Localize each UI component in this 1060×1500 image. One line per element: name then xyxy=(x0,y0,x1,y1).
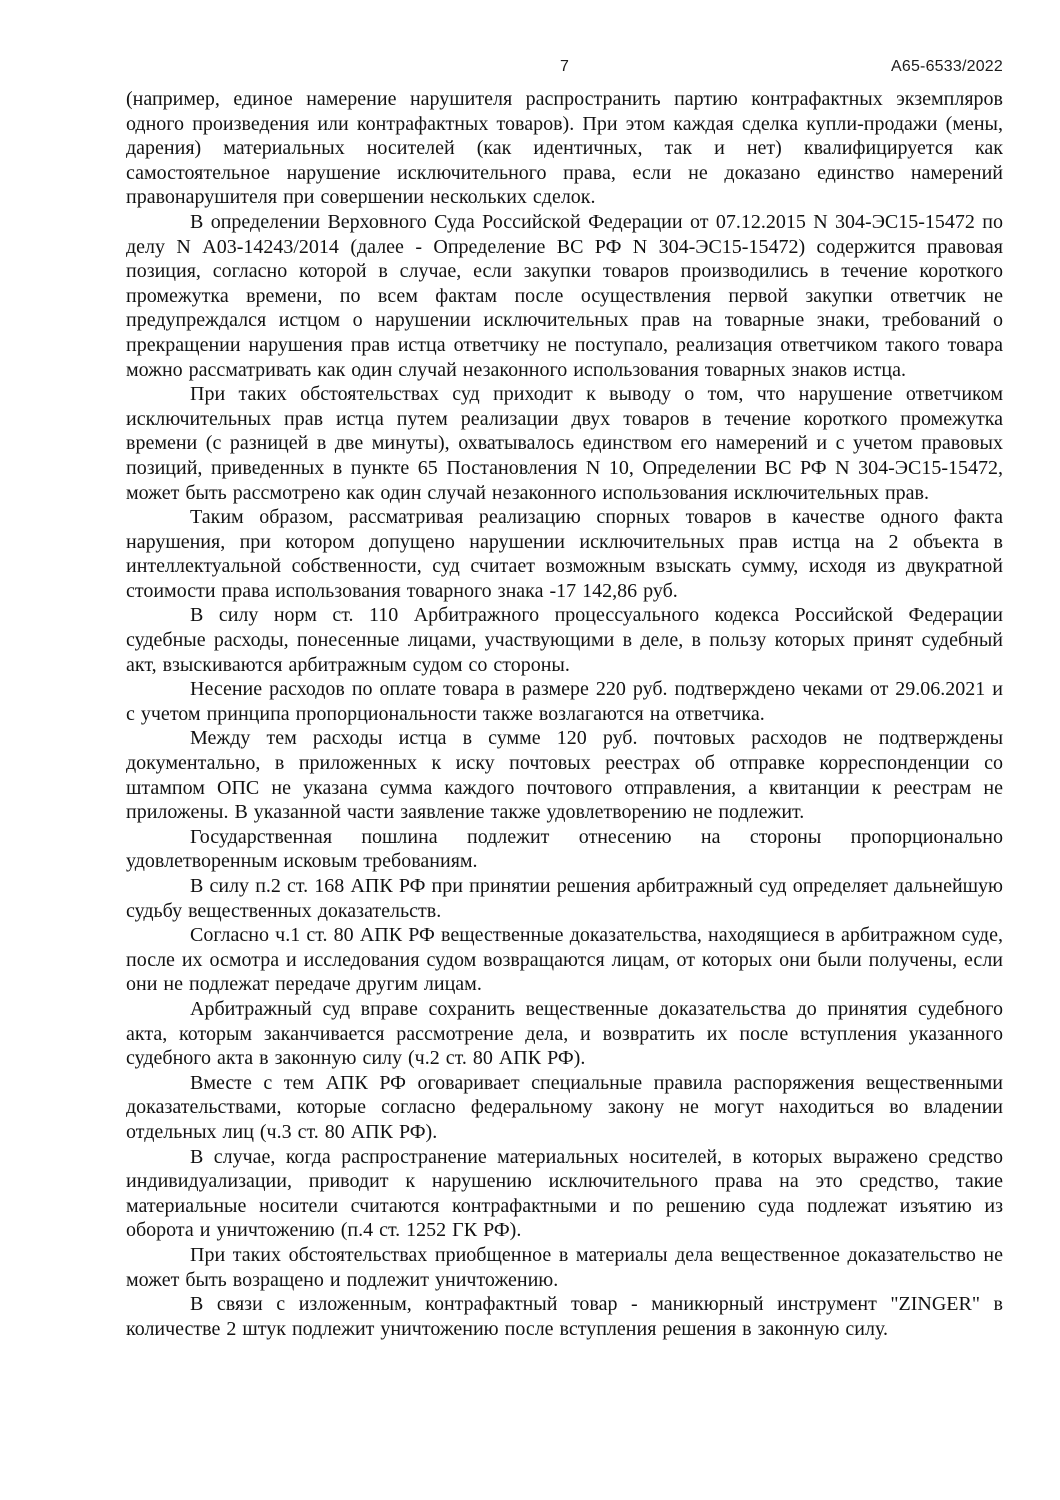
paragraph: Таким образом, рассматривая реализацию спорных товаров в качестве одного факта нарушения, при котором допущено нарушении исключительных прав истца на 2 объекта в интеллектуальной собственности, суд считает возможным взыскать сумму, исходя из двукратной стоимости права использования товарного знака -17 142,86 руб. xyxy=(126,506,1003,602)
paragraph: В случае, когда распространение материальных носителей, в которых выражено средство индивидуализации, приводит к нарушению исключительного права на это средство, такие материальные носители считаются контрафактными и по решению суда подлежат изъятию из оборота и уничтожению (п.4 ст. 1252 ГК РФ). xyxy=(126,1145,1003,1242)
paragraph: Согласно ч.1 ст. 80 АПК РФ вещественные доказательства, находящиеся в арбитражном суде, после их осмотра и исследования судом возвращаются лицам, от которых они были получены, если они не подлежат передаче другим лицам. xyxy=(126,924,1003,996)
paragraph: Между тем расходы истца в сумме 120 руб. почтовых расходов не подтверждены документально, в приложенных к иску почтовых реестрах об отправке корреспонденции со штампом ОПС не указана сумма каждого почтового отправления, а квитанции к реестрам не приложены. В указанной части заявление также удовлетворению не подлежит. xyxy=(126,727,1003,824)
paragraph: В силу п.2 ст. 168 АПК РФ при принятии решения арбитражный суд определяет дальнейшую судьбу вещественных доказательств. xyxy=(126,875,1003,922)
paragraph: Вместе с тем АПК РФ оговаривает специальные правила распоряжения вещественными доказательствами, которые согласно федеральному закону не могут находиться во владении отдельных лиц (ч.3 ст. 80 АПК РФ). xyxy=(126,1071,1003,1143)
paragraph: В силу норм ст. 110 Арбитражного процессуального кодекса Российской Федерации судебные расходы, понесенные лицами, участвующими в деле, в пользу которых принят судебный акт, взыскиваются арбитражным судом со стороны. xyxy=(126,604,1003,676)
paragraph: При таких обстоятельствах суд приходит к выводу о том, что нарушение ответчиком исключительных прав истца путем реализации двух товаров в течение короткого промежутка времени (с разницей в две минуты), охватывалось единством его намерений и с учетом правовых позиций, приведенных в пункте 65 Постановления N 10, Определении ВС РФ N 304-ЭС15-15472, может быть рассмотрено как один случай незаконного использования исключительных прав. xyxy=(126,383,1003,504)
paragraph: При таких обстоятельствах приобщенное в материалы дела вещественное доказательство не может быть возращено и подлежит уничтожению. xyxy=(126,1243,1003,1291)
paragraph: В определении Верховного Суда Российской Федерации от 07.12.2015 N 304-ЭС15-15472 по делу N А03-14243/2014 (далее - Определение ВС РФ N 304-ЭС15-15472) содержится правовая позиция, согласно которой в случае, если закупки товаров производились в течение короткого промежутка времени, по всем фактам после осуществления первой закупки ответчик не предупреждался истцом о нарушении исключительных прав на товарные знаки, требований о прекращении нарушения прав истца ответчику не поступало, реализация ответчиком такого товара можно рассматривать как один случай незаконного использования товарных знаков истца. xyxy=(126,210,1003,381)
paragraph: (например, единое намерение нарушителя распространить партию контрафактных экземпляров одного произведения или контрафактных товаров). При этом каждая сделка купли-продажи (мены, дарения) материальных носителей (как идентичных, так и нет) квалифицируется как самостоятельное нарушение исключительного права, если не доказано единство намерений правонарушителя при совершении нескольких сделок. xyxy=(126,88,1003,209)
page-number: 7 xyxy=(560,58,569,75)
document-body xyxy=(126,87,1003,1341)
document-header xyxy=(126,58,1003,80)
case-number: А65-6533/2022 xyxy=(890,58,1003,75)
paragraph: В связи с изложенным, контрафактный товар - маникюрный инструмент "ZINGER" в количестве 2 штук подлежит уничтожению после вступления решения в законную силу. xyxy=(126,1293,1003,1340)
paragraph: Арбитражный суд вправе сохранить вещественные доказательства до принятия судебного акта, которым заканчивается рассмотрение дела, и возвратить их после вступления указанного судебного акта в законную силу (ч.2 ст. 80 АПК РФ). xyxy=(126,997,1003,1070)
paragraph: Государственная пошлина подлежит отнесению на стороны пропорционально удовлетворенным исковым требованиям. xyxy=(126,825,1003,873)
paragraph: Несение расходов по оплате товара в размере 220 руб. подтверждено чеками от 29.06.2021 и с учетом принципа пропорциональности также возлагаются на ответчика. xyxy=(126,678,1003,725)
